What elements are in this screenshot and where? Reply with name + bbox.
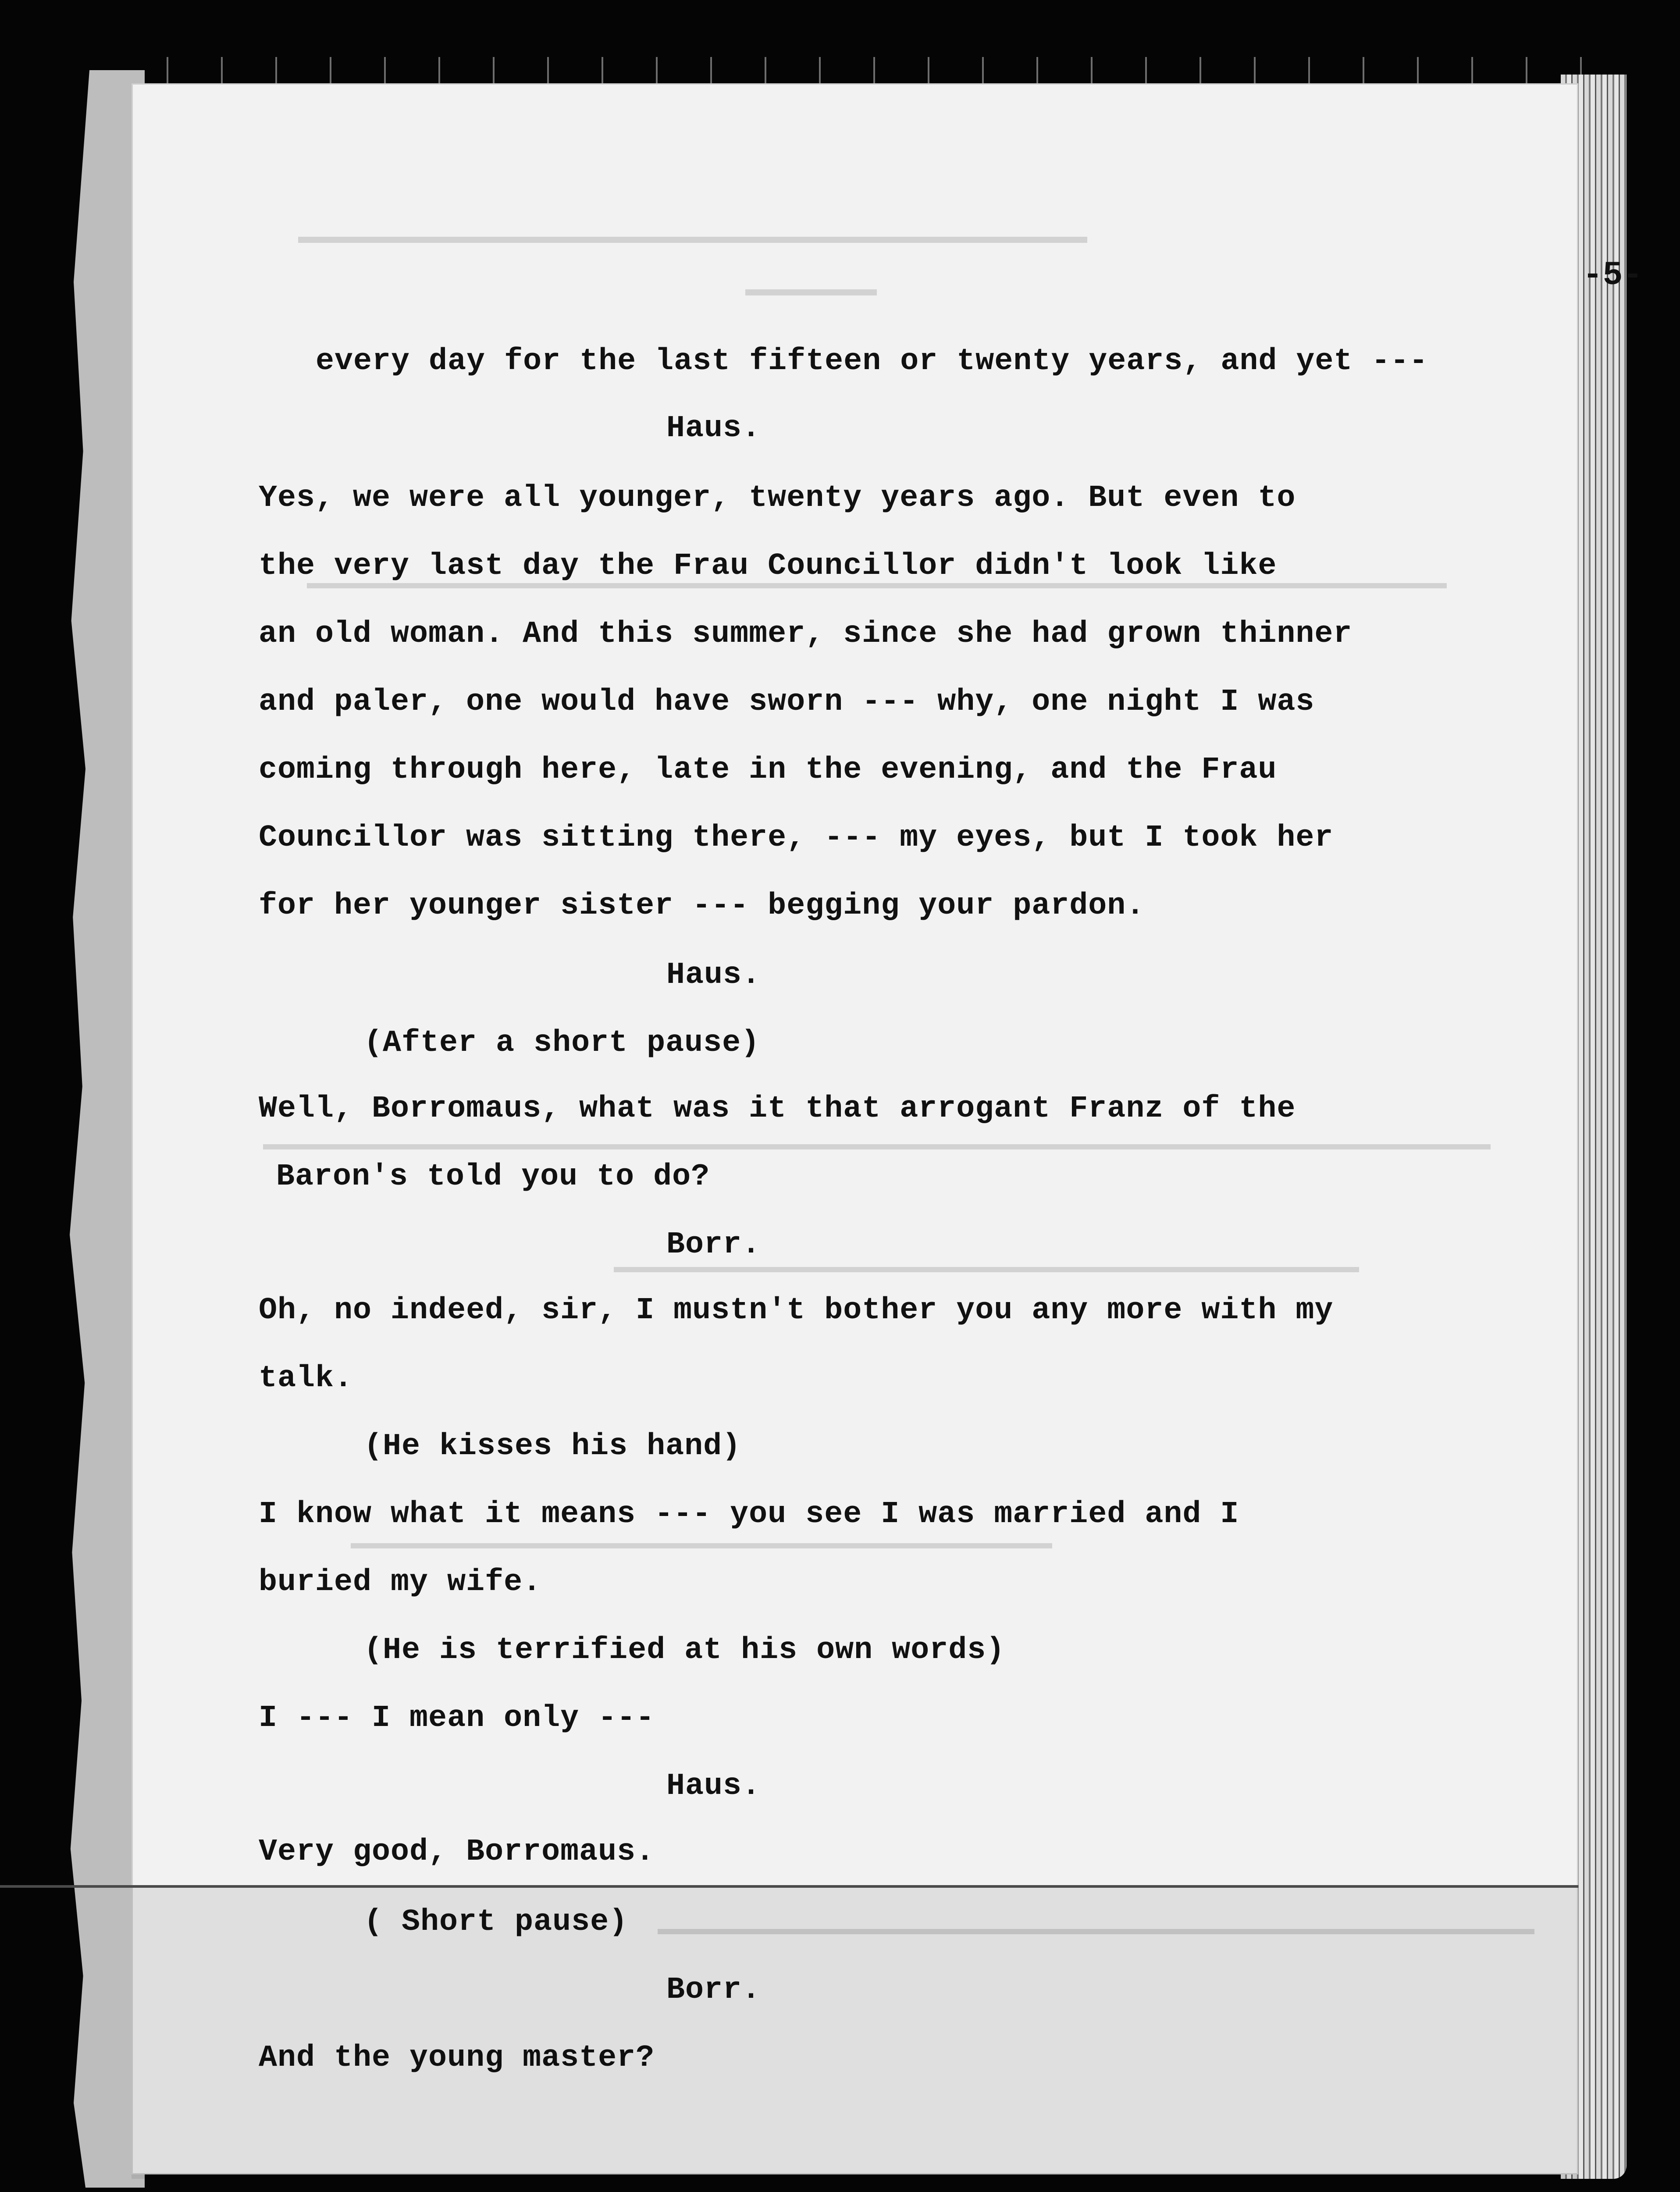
speaker-name: Haus. (666, 1769, 761, 1804)
bleed-through (298, 237, 1087, 243)
text-line: the very last day the Frau Councillor didn't look like (259, 549, 1277, 584)
text-line: Oh, no indeed, sir, I mustn't bother you any more with my (259, 1293, 1334, 1328)
text-line: Councillor was sitting there, --- my eyes, but I took her (259, 821, 1334, 855)
page-number: -5- (1583, 256, 1643, 294)
text-line: Well, Borromaus, what was it that arrogant Franz of the (259, 1092, 1296, 1126)
speaker-name: Borr. (666, 1973, 761, 2007)
text-line: talk. (259, 1361, 353, 1396)
fold-line (0, 1885, 1578, 1888)
bleed-through (263, 1144, 1491, 1149)
text-line: I --- I mean only --- (259, 1701, 655, 1736)
speaker-name: Haus. (666, 411, 761, 446)
stage-direction: ( Short pause) (364, 1905, 628, 1939)
stage-direction: (He kisses his hand) (364, 1429, 741, 1464)
bleed-through (351, 1543, 1052, 1548)
typescript-page (132, 83, 1643, 2174)
text-line: every day for the last fifteen or twenty years, and yet --- (316, 344, 1428, 379)
text-line: And the young master? (259, 2041, 655, 2075)
text-line: buried my wife. (259, 1565, 542, 1600)
text-line: I know what it means --- you see I was married and I (259, 1497, 1239, 1532)
fold-shadow (132, 1888, 1578, 2179)
bleed-through (614, 1267, 1359, 1272)
text-line: Baron's told you to do? (276, 1160, 710, 1194)
speaker-name: Haus. (666, 958, 761, 993)
stage-direction: (After a short pause) (364, 1026, 760, 1060)
text-line: for her younger sister --- begging your pardon. (259, 889, 1145, 923)
bleed-through (745, 289, 877, 295)
text-line: Very good, Borromaus. (259, 1835, 655, 1869)
text-line: and paler, one would have sworn --- why, one night I was (259, 685, 1315, 719)
bleed-through (307, 583, 1447, 588)
text-line: coming through here, late in the evening, and the Frau (259, 753, 1277, 787)
stage-direction: (He is terrified at his own words) (364, 1633, 1005, 1668)
text-line: an old woman. And this summer, since she had grown thinner (259, 617, 1353, 651)
text-line: Yes, we were all younger, twenty years ago. But even to (259, 481, 1296, 516)
speaker-name: Borr. (666, 1228, 761, 1262)
